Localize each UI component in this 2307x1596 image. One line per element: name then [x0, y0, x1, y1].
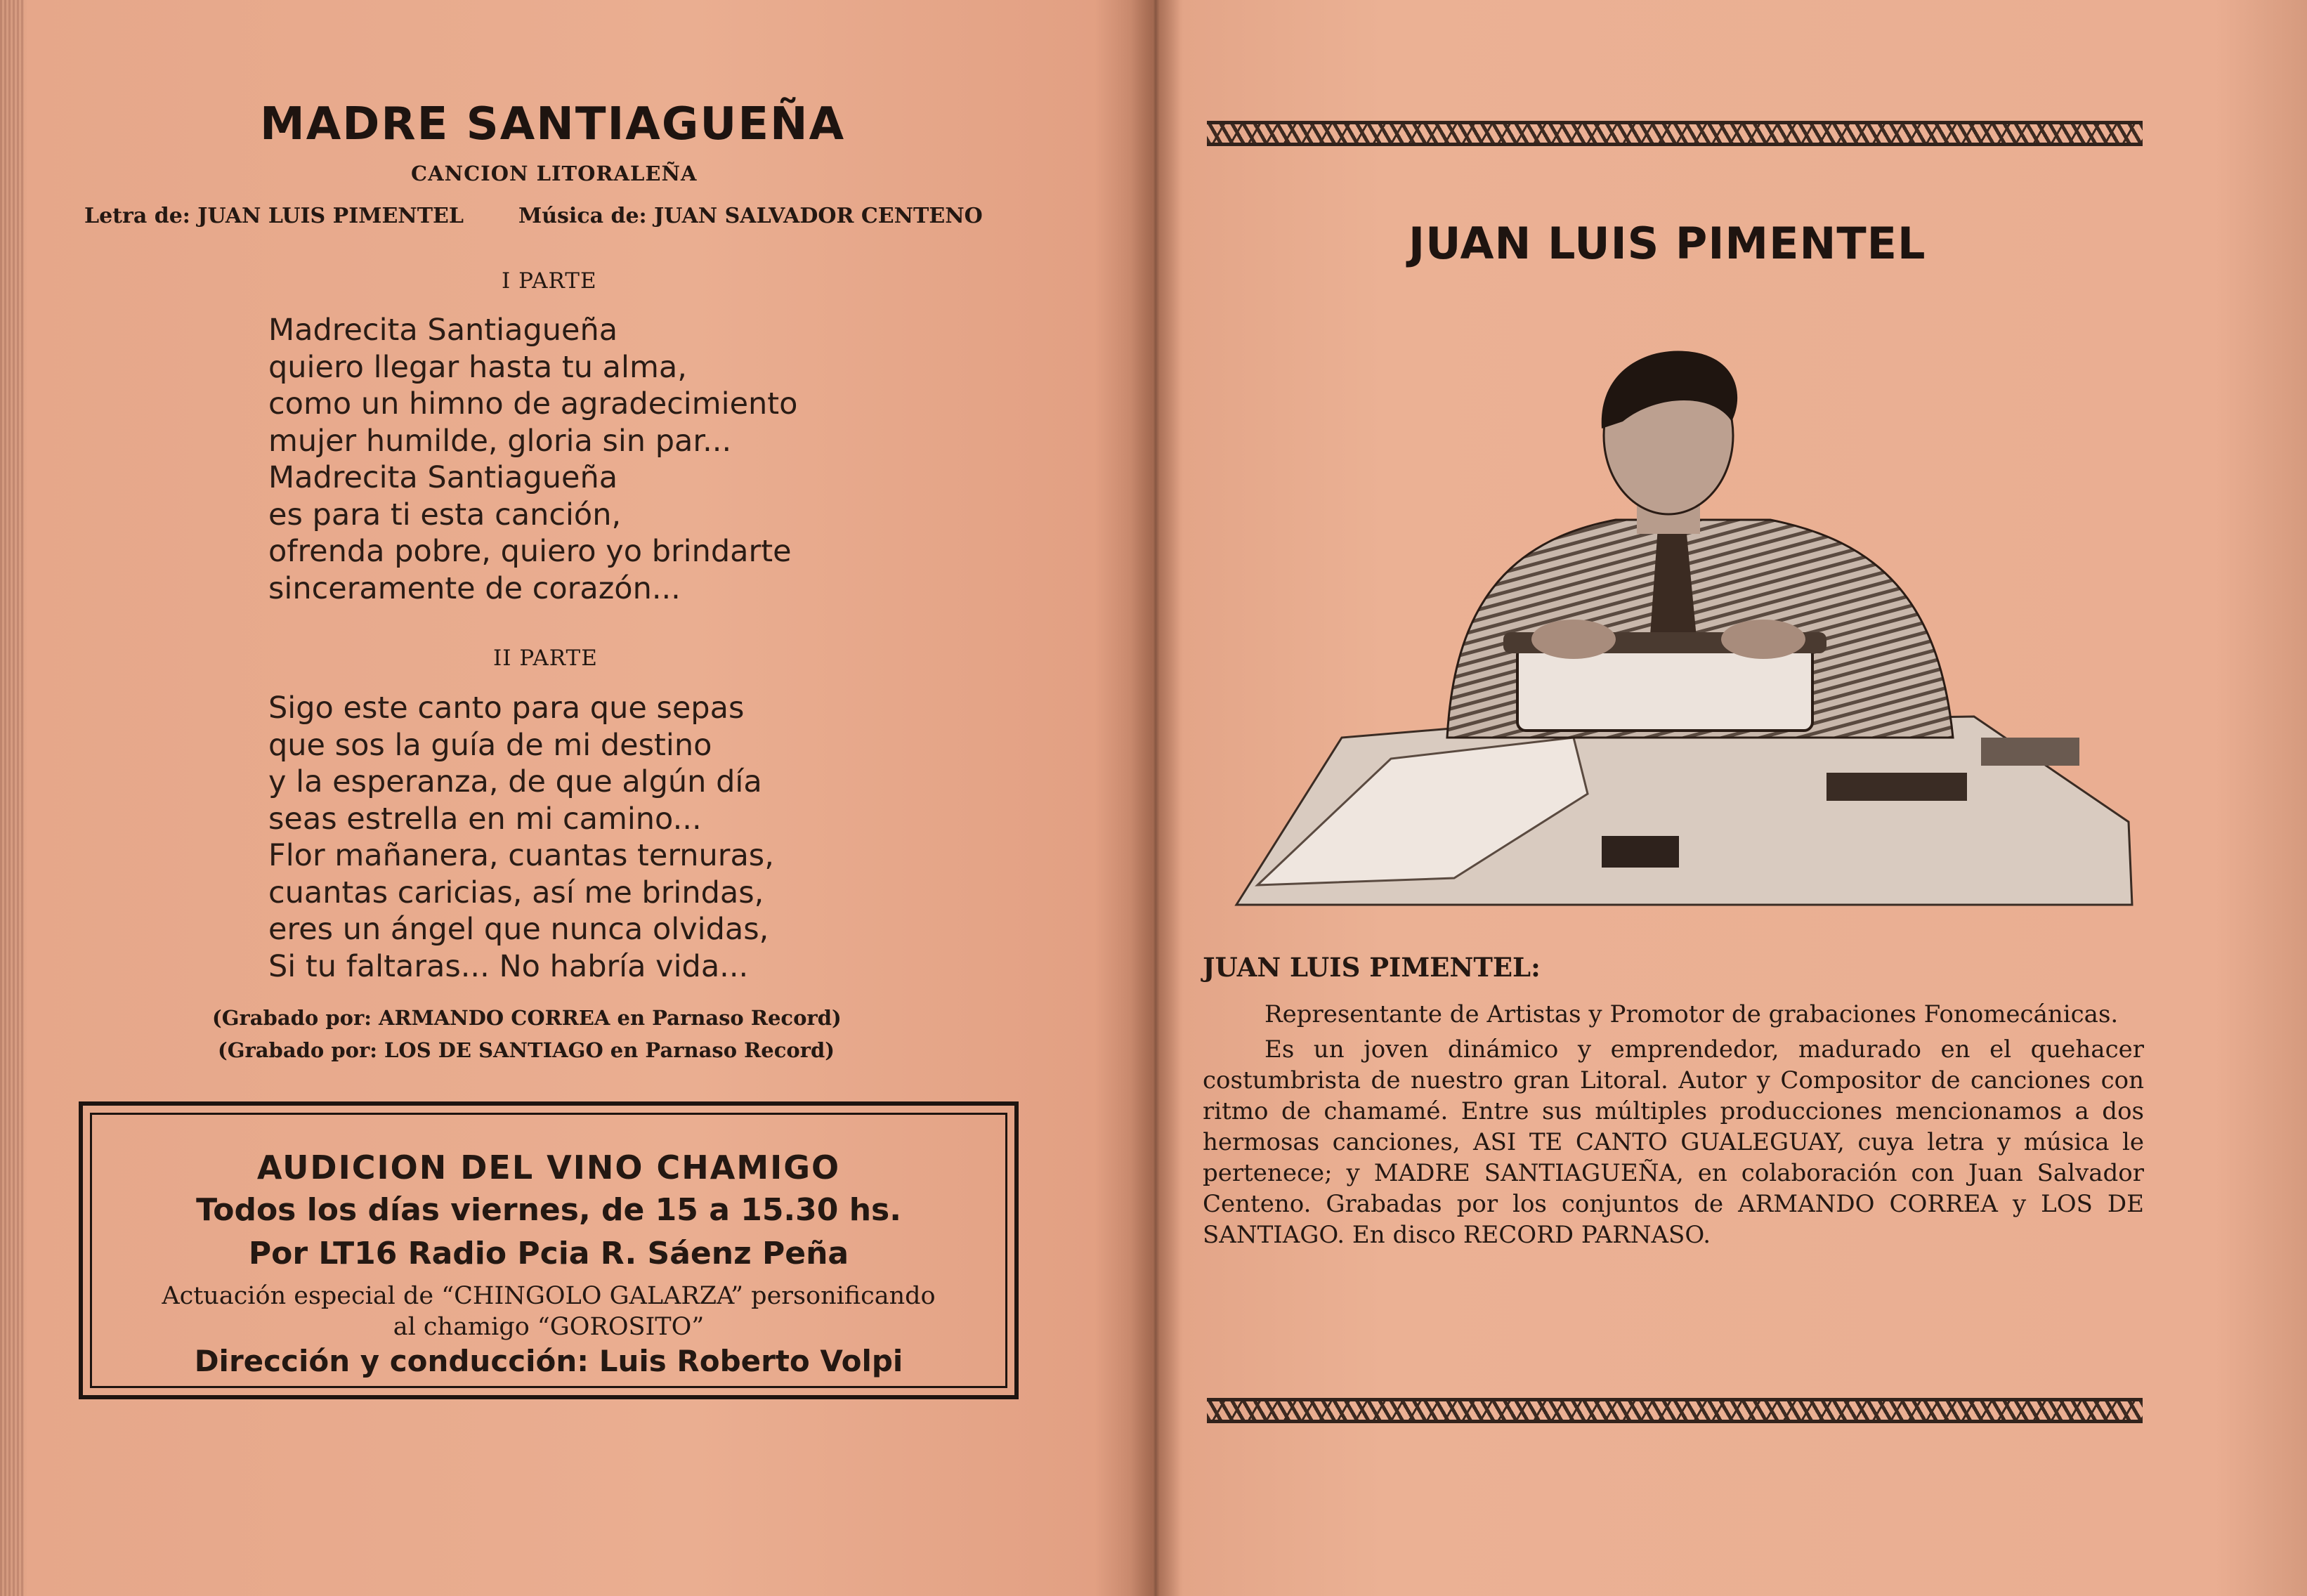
song-genre: CANCION LITORALEÑA — [411, 162, 698, 185]
bio-paragraph: Representante de Artistas y Promotor de grabaciones Fonomecánicas. — [1264, 1000, 2119, 1028]
right-hand — [1721, 620, 1805, 659]
music-credit: Música de: JUAN SALVADOR CENTENO — [518, 204, 983, 228]
ad-station: Por LT16 Radio Pcia R. Sáenz Peña — [248, 1236, 849, 1271]
left-page — [0, 0, 1152, 1596]
part-2-heading: II PARTE — [493, 646, 598, 671]
lyrics-credit: Letra de: JUAN LUIS PIMENTEL — [84, 204, 464, 228]
song-credits — [84, 204, 983, 228]
verse-line: Madrecita Santiagueña — [268, 460, 618, 495]
verse-line: eres un ángel que nunca olvidas, — [268, 912, 769, 947]
verse-line: mujer humilde, gloria sin par... — [268, 423, 732, 459]
profile-title: JUAN LUIS PIMENTEL — [1409, 218, 1926, 269]
ad-inner-frame — [90, 1113, 1007, 1388]
verse-2 — [268, 690, 774, 985]
verse-line: seas estrella en mi camino... — [268, 801, 702, 837]
part-1-heading: I PARTE — [502, 268, 597, 294]
ad-schedule: Todos los días viernes, de 15 a 15.30 hs. — [196, 1192, 901, 1228]
verse-line: como un himno de agradecimiento — [268, 386, 798, 421]
desk-object — [1602, 836, 1679, 868]
verse-line: cuantas caricias, así me brindas, — [268, 875, 764, 910]
book-gutter — [1131, 0, 1180, 1596]
bio-text — [1203, 999, 2144, 1250]
desk-object — [1981, 738, 2079, 766]
verse-1 — [268, 312, 797, 607]
song-title: MADRE SANTIAGUEÑA — [260, 98, 846, 150]
ornamental-border-bottom — [1207, 1398, 2143, 1423]
verse-line: que sos la guía de mi destino — [268, 727, 712, 763]
ad-special-line: al chamigo “GOROSITO” — [393, 1313, 705, 1341]
ad-special-line: Actuación especial de “CHINGOLO GALARZA” personificando — [162, 1282, 936, 1310]
ornamental-border-top — [1207, 121, 2143, 146]
radio-ad-box — [79, 1101, 1019, 1399]
portrait-photo — [1208, 344, 2136, 906]
left-hand — [1531, 620, 1616, 659]
ad-headline: AUDICION DEL VINO CHAMIGO — [256, 1149, 841, 1186]
ad-special — [92, 1281, 1005, 1342]
verse-line: y la esperanza, de que algún día — [268, 764, 762, 799]
verse-line: quiero llegar hasta tu alma, — [268, 349, 687, 385]
verse-line: sinceramente de corazón... — [268, 570, 681, 606]
verse-line: Madrecita Santiagueña — [268, 313, 618, 348]
verse-line: Sigo este canto para que sepas — [268, 691, 745, 726]
verse-line: es para ti esta canción, — [268, 497, 622, 532]
page-edge — [0, 0, 24, 1596]
typewriter — [1517, 646, 1812, 731]
recording-credit: (Grabado por: LOS DE SANTIAGO en Parnaso Record) — [218, 1038, 835, 1062]
desk-object — [1826, 773, 1967, 801]
bio-heading: JUAN LUIS PIMENTEL: — [1203, 952, 1541, 983]
ad-host: Dirección y conducción: Luis Roberto Volpi — [194, 1344, 903, 1378]
verse-line: ofrenda pobre, quiero yo brindarte — [268, 534, 792, 569]
recording-credit: (Grabado por: ARMANDO CORREA en Parnaso Record) — [212, 1006, 842, 1030]
bio-paragraph: Es un joven dinámico y emprendedor, madurado en el quehacer costumbrista de nuestro gran Litoral. Autor y Compositor de canciones con ritmo de chamamé. Entre sus múltiples producciones mencionamos a dos hermosas canciones, ASI TE CANTO GUALEGUAY, cuya letra y música le pertenece; y MADRE SANTIAGUEÑA, en colaboración con Juan Salvador Centeno. Grabadas por los conjuntos de ARMANDO CORREA y LOS DE SANTIAGO. En disco RECORD PARNASO. — [1203, 1035, 2144, 1249]
verse-line: Flor mañanera, cuantas ternuras, — [268, 838, 774, 873]
verse-line: Si tu faltaras... No habría vida... — [268, 948, 749, 984]
